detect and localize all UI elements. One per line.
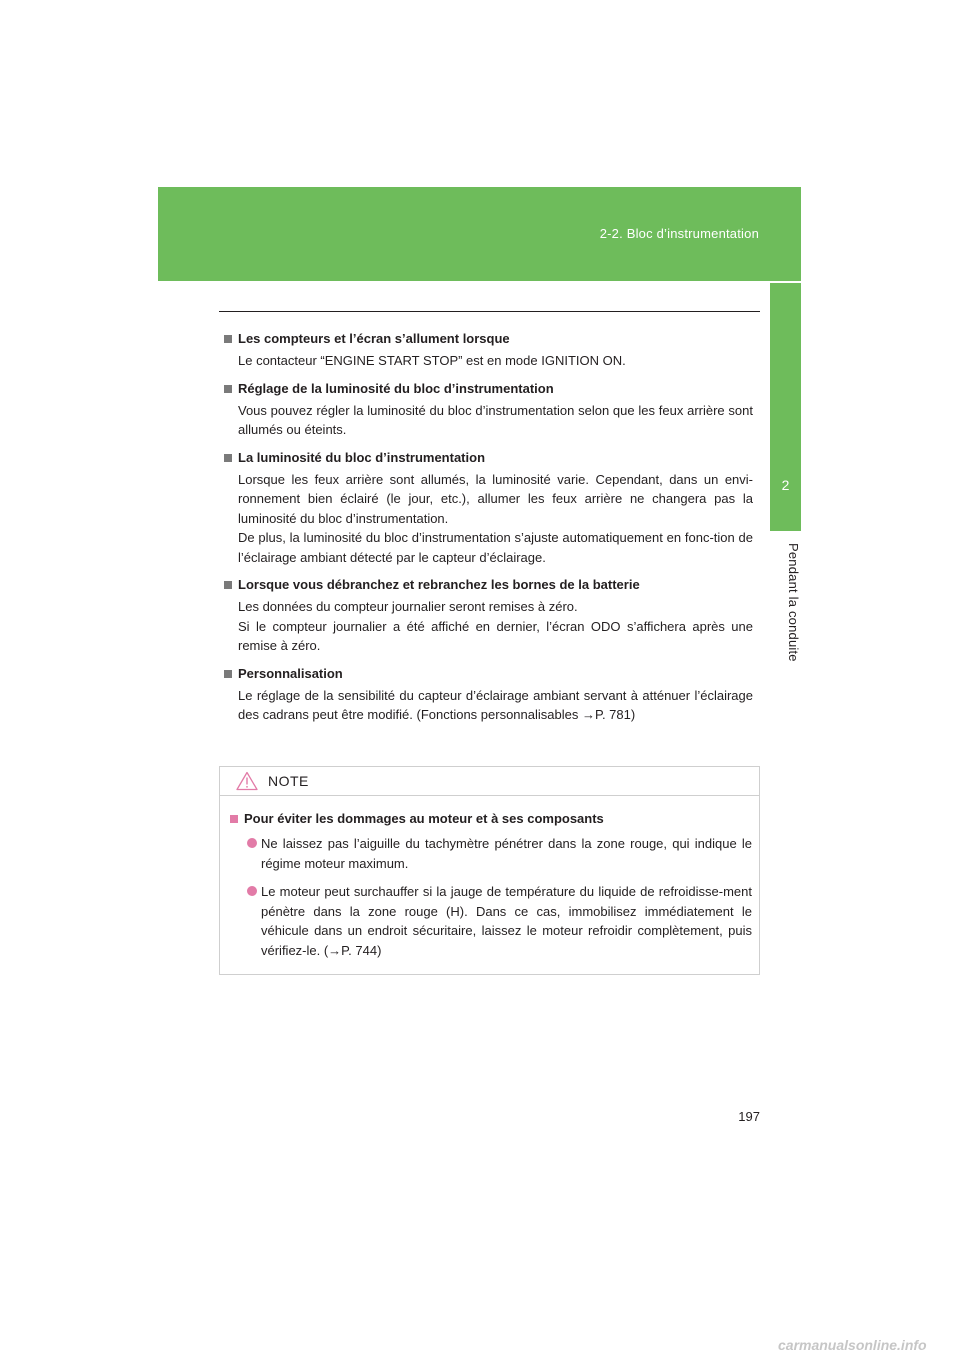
chapter-tab — [770, 283, 801, 531]
square-bullet-icon — [230, 815, 238, 823]
section-reglage-luminosite — [219, 380, 760, 440]
square-bullet-icon — [224, 454, 232, 462]
page-number: 197 — [738, 1109, 760, 1124]
note-box — [219, 766, 760, 975]
section-heading-text: Les compteurs et l’écran s’allument lorsque — [238, 331, 510, 346]
top-divider — [219, 311, 760, 312]
square-bullet-icon — [224, 385, 232, 393]
section-paragraph: Le contacteur “ENGINE START STOP” est en mode IGNITION ON. — [238, 353, 626, 368]
section-heading — [219, 380, 760, 398]
note-bullet-text: Le moteur peut surchauffer si la jauge de température du liquide de refroidisse-ment pénètre dans la zone rouge (H). Dans ce cas, immobilisez immédiatement le véhicule dans un endroit sécuritaire, laissez le moteur refroidir complètement, puis vérifiez-le. (→P. 744) — [261, 884, 752, 958]
note-bullet — [247, 882, 752, 960]
section-personnalisation — [219, 665, 760, 725]
circle-bullet-icon — [247, 886, 257, 896]
note-bullet — [247, 834, 752, 873]
square-bullet-icon — [224, 670, 232, 678]
section-paragraph: Lorsque les feux arrière sont allumés, la luminosité varie. Cependant, dans un envi-ronnement bien éclairé (le jour, etc.), allumer les feux arrière ne changera pas la luminosité du bloc d’instrumentation. — [238, 471, 753, 526]
watermark: carmanualsonline.info — [778, 1337, 927, 1353]
square-bullet-icon — [224, 581, 232, 589]
section-paragraph: Le réglage de la sensibilité du capteur d’éclairage ambiant servant à atténuer l’éclairage des cadrans peut être modifié. (Fonctions personnalisables →P. 781) — [238, 687, 753, 722]
section-compteurs — [219, 330, 760, 371]
section-title: 2-2. Bloc d’instrumentation — [599, 226, 759, 241]
section-heading — [219, 449, 760, 467]
note-heading — [230, 810, 752, 828]
section-batterie — [219, 576, 760, 656]
note-heading-text: Pour éviter les dommages au moteur et à ses composants — [244, 811, 604, 826]
square-bullet-icon — [224, 335, 232, 343]
note-bullet-text: Ne laissez pas l’aiguille du tachymètre pénétrer dans la zone rouge, qui indique le régime moteur maximum. — [261, 836, 752, 871]
note-label: NOTE — [268, 773, 309, 789]
section-heading — [219, 576, 760, 594]
circle-bullet-icon — [247, 838, 257, 848]
section-paragraph: Les données du compteur journalier seront remises à zéro. — [238, 599, 578, 614]
warning-triangle-icon — [236, 771, 258, 791]
section-paragraph: Si le compteur journalier a été affiché en dernier, l’écran ODO s’affichera après une remise à zéro. — [238, 618, 753, 653]
section-luminosite — [219, 449, 760, 568]
section-heading-text: Réglage de la luminosité du bloc d’instrumentation — [238, 380, 554, 396]
section-heading — [219, 665, 760, 683]
section-heading — [219, 330, 760, 348]
main-content — [219, 330, 760, 734]
section-paragraph: De plus, la luminosité du bloc d’instrumentation s’ajuste automatiquement en fonc-tion de l’éclairage ambiant détecté par le capteur d’éclairage. — [238, 530, 753, 565]
section-heading-text: Personnalisation — [238, 665, 343, 681]
section-paragraph: Vous pouvez régler la luminosité du bloc d’instrumentation selon que les feux arrière sont allumés ou éteints. — [238, 402, 753, 437]
section-heading-text: Lorsque vous débranchez et rebranchez les bornes de la batterie — [238, 577, 640, 592]
chapter-label: Pendant la conduite — [786, 543, 801, 662]
note-header — [220, 767, 759, 796]
chapter-number: 2 — [781, 477, 790, 493]
section-heading-text: La luminosité du bloc d’instrumentation — [238, 449, 486, 465]
header-band — [158, 187, 801, 281]
